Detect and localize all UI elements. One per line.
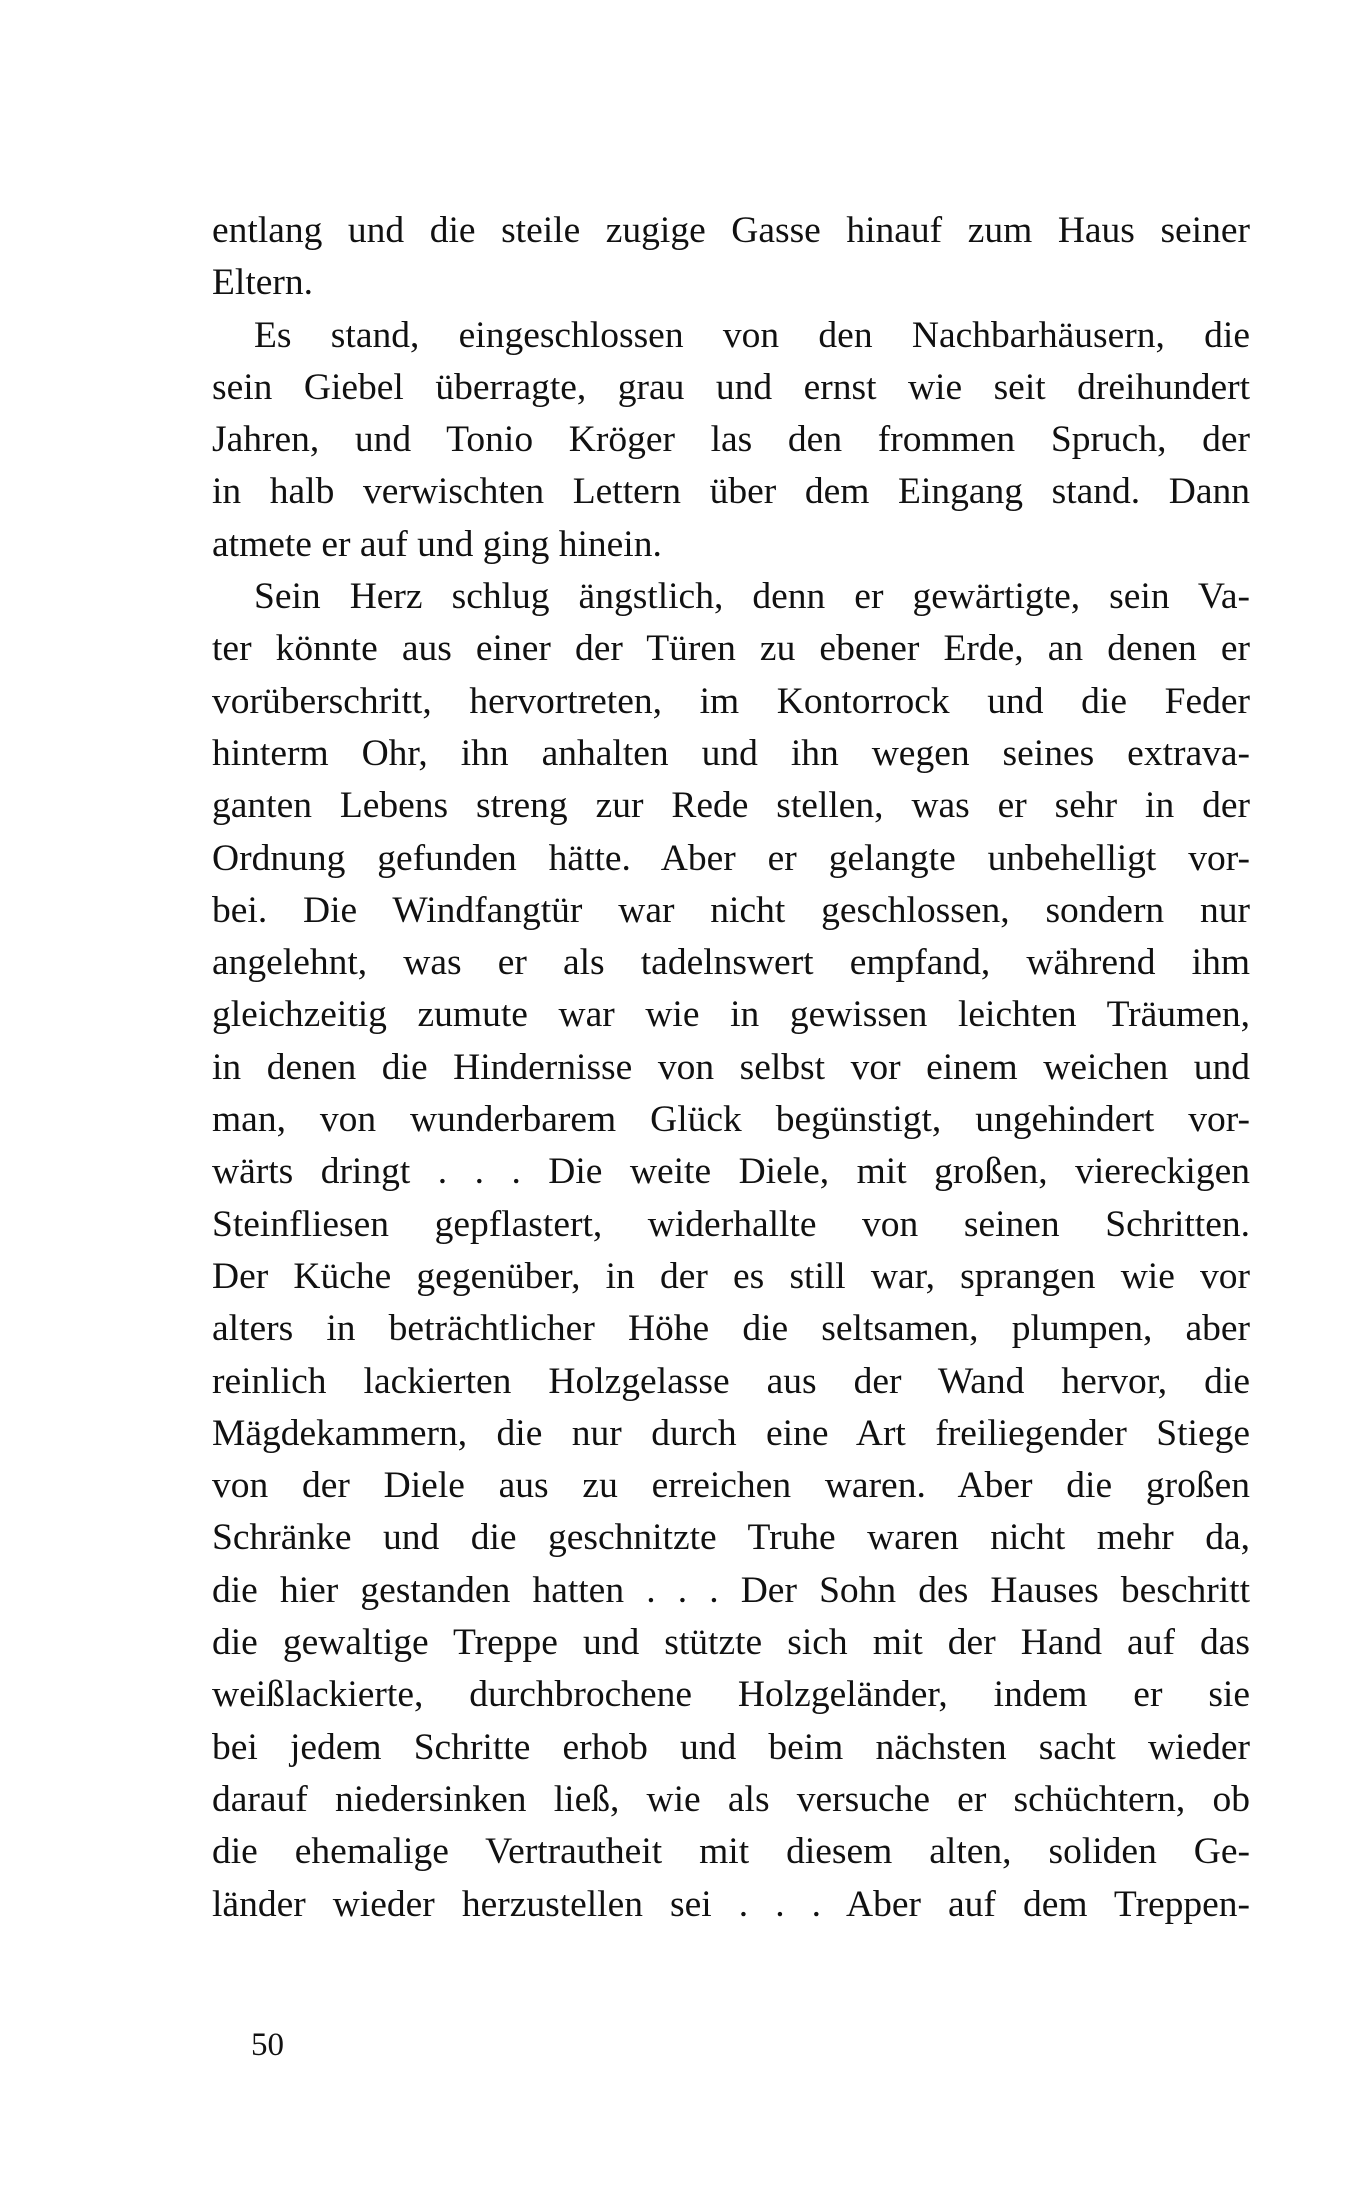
page-number: 50 [251,2027,284,2063]
text-line: Schränke und die geschnitzte Truhe waren nicht mehr da, [212,1517,1250,1559]
text-line: Steinfliesen gepflastert, widerhallte von seinen Schritten. [212,1203,1250,1245]
text-line: Eltern. [212,262,314,304]
text-line: Jahren, und Tonio Kröger las den frommen Spruch, der [212,419,1250,461]
text-line: entlang und die steile zugige Gasse hinauf zum Haus seiner [212,210,1250,251]
text-line: vorüberschritt, hervortreten, im Kontorrock und die Feder [212,680,1250,722]
text-line: bei jedem Schritte erhob und beim nächsten sacht wieder [212,1726,1250,1768]
text-line: atmete er auf und ging hinein. [212,523,662,565]
text-line: weißlackierte, durchbrochene Holzgeländer, indem er sie [212,1674,1250,1716]
text-line: alters in beträchtlicher Höhe die seltsamen, plumpen, aber [212,1308,1250,1350]
text-line: in denen die Hindernisse von selbst vor einem weichen und [212,1046,1250,1088]
text-line: die ehemalige Vertrautheit mit diesem alten, soliden Ge- [212,1831,1250,1873]
text-line: sein Giebel überragte, grau und ernst wie seit dreihundert [212,366,1250,408]
text-line: länder wieder herzustellen sei . . . Aber auf dem Treppen- [212,1883,1250,1925]
text-line: Mägdekammern, die nur durch eine Art freiliegender Stiege [212,1412,1250,1454]
text-line: die gewaltige Treppe und stützte sich mit der Hand auf das [212,1622,1250,1664]
text-line: gleichzeitig zumute war wie in gewissen leichten Träumen, [212,994,1250,1036]
text-line: ter könnte aus einer der Türen zu ebener Erde, an denen er [212,628,1250,670]
text-line: ganten Lebens streng zur Rede stellen, was er sehr in der [212,785,1250,827]
text-line: darauf niedersinken ließ, wie als versuche er schüchtern, ob [212,1778,1250,1820]
text-line: angelehnt, was er als tadelnswert empfand, während ihm [212,942,1250,984]
text-line: Sein Herz schlug ängstlich, denn er gewärtigte, sein Va- [254,576,1250,618]
text-line: wärts dringt . . . Die weite Diele, mit großen, viereckigen [212,1151,1250,1193]
text-line: reinlich lackierten Holzgelasse aus der Wand hervor, die [212,1360,1250,1402]
text-line: hinterm Ohr, ihn anhalten und ihn wegen seines extrava- [212,732,1250,774]
text-line: von der Diele aus zu erreichen waren. Aber die großen [212,1465,1250,1507]
text-line: Ordnung gefunden hätte. Aber er gelangte unbehelligt vor- [212,837,1250,879]
text-line: die hier gestanden hatten . . . Der Sohn des Hauses beschritt [212,1569,1250,1611]
text-line: Der Küche gegenüber, in der es still war, sprangen wie vor [212,1255,1250,1297]
text-line: man, von wunderbarem Glück begünstigt, ungehindert vor- [212,1099,1250,1141]
text-line: Es stand, eingeschlossen von den Nachbarhäusern, die [254,314,1250,356]
text-line: in halb verwischten Lettern über dem Eingang stand. Dann [212,471,1250,513]
text-line: bei. Die Windfangtür war nicht geschlossen, sondern nur [212,889,1250,931]
body-text [212,205,1250,1931]
